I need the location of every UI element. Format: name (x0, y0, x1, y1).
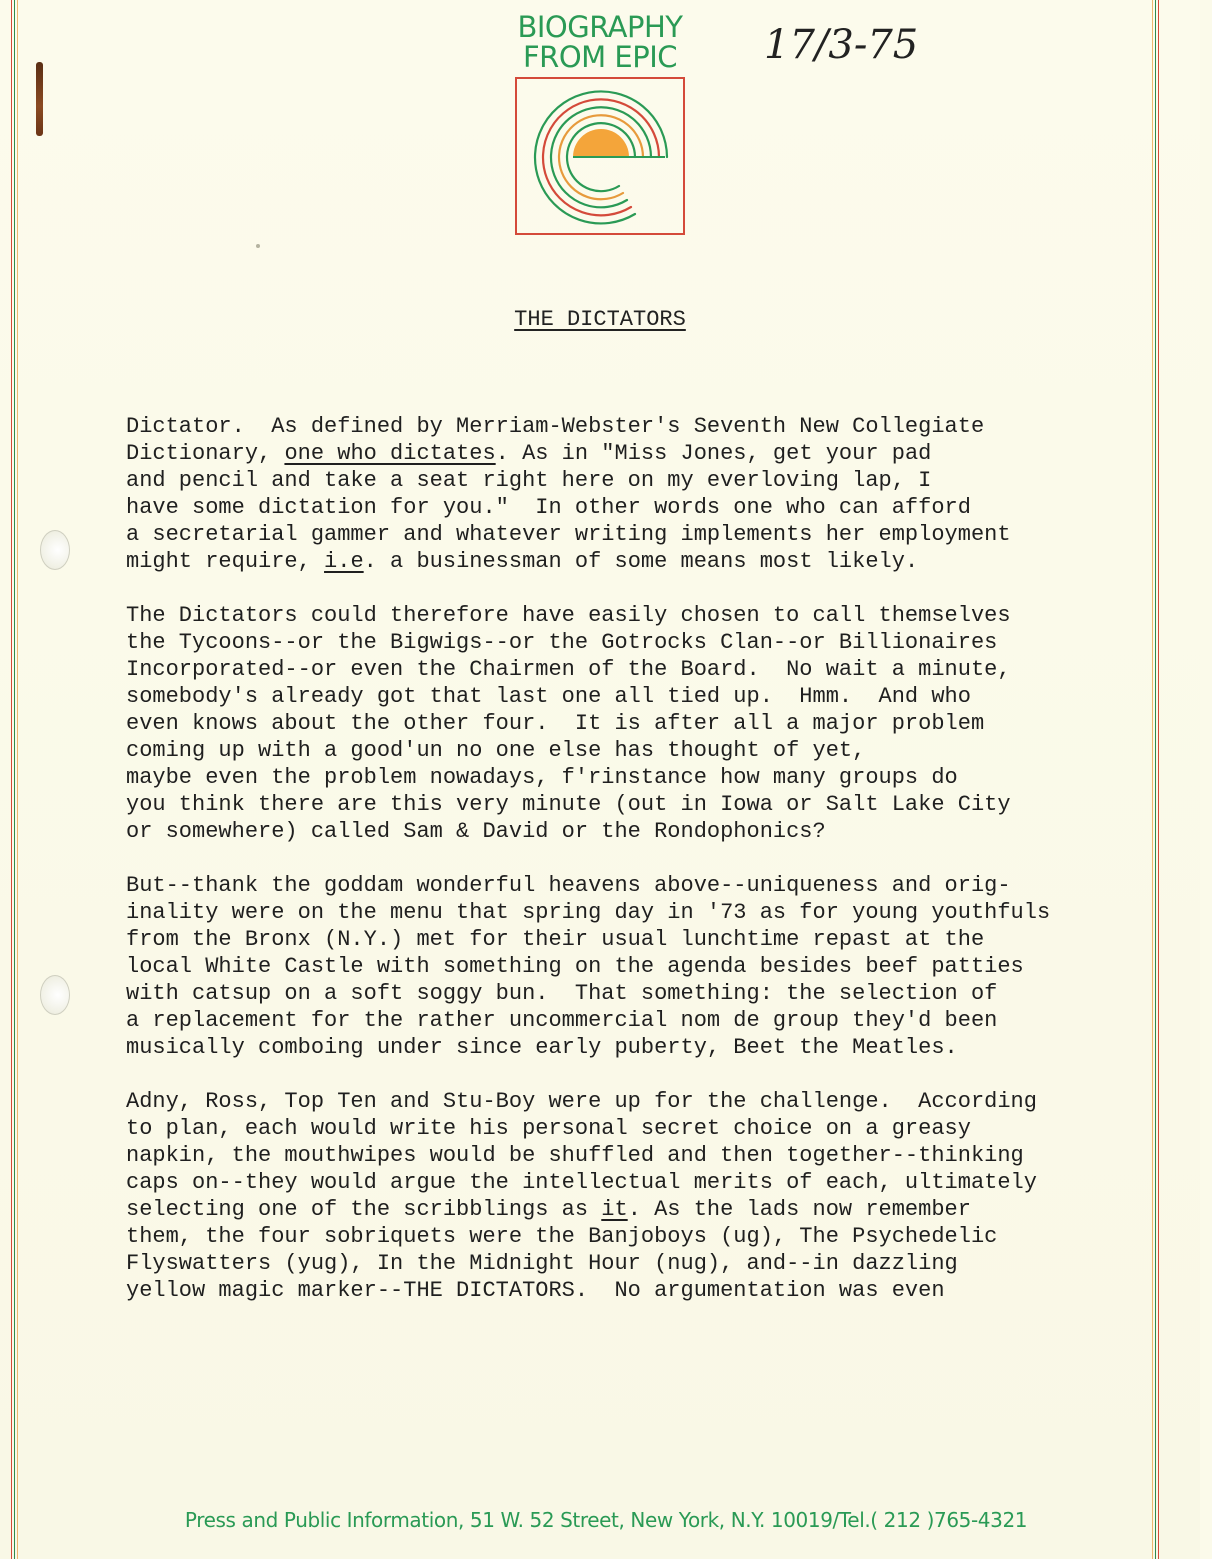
text-line (126, 467, 1136, 494)
body-paragraph (126, 1088, 1136, 1304)
text-line (126, 1007, 1136, 1034)
letterhead-title-line2: FROM EPIC (522, 40, 677, 74)
text-segment: with catsup on a soft soggy bun. That something: the selection of (126, 981, 998, 1006)
text-line (126, 1277, 1136, 1304)
text-segment: selecting one of the scribblings as (126, 1197, 602, 1222)
text-line (126, 440, 1136, 467)
text-segment: to plan, each would write his personal secret choice on a greasy (126, 1116, 971, 1141)
text-line (126, 1142, 1136, 1169)
body-paragraph (126, 413, 1136, 575)
text-line (126, 818, 1136, 845)
text-line (126, 1223, 1136, 1250)
text-segment: even knows about the other four. It is after all a major problem (126, 711, 985, 736)
text-line (126, 737, 1136, 764)
page-title-text: THE DICTATORS (514, 307, 686, 332)
text-segment: musically comboing under since early puberty, Beet the Meatles. (126, 1035, 958, 1060)
press-info-footer: Press and Public Information, 51 W. 52 Street, New York, N.Y. 10019/Tel.( 212 )765-4321 (184, 1508, 1028, 1532)
body-paragraph (126, 872, 1136, 1061)
text-line (126, 521, 1136, 548)
text-segment: The Dictators could therefore have easily chosen to call themselves (126, 603, 1011, 628)
text-line (126, 764, 1136, 791)
text-line (126, 1196, 1136, 1223)
text-segment: Adny, Ross, Top Ten and Stu-Boy were up for the challenge. According (126, 1089, 1037, 1114)
text-segment: caps on--they would argue the intellectual merits of each, ultimately (126, 1170, 1037, 1195)
staple-rust-mark (36, 62, 43, 136)
document-body (126, 413, 1136, 1331)
text-line (126, 899, 1136, 926)
text-segment: somebody's already got that last one all tied up. Hmm. And who (126, 684, 971, 709)
text-segment: . As in "Miss Jones, get your pad (495, 441, 932, 466)
text-segment: yellow magic marker--THE DICTATORS. No argumentation was even (126, 1278, 945, 1303)
text-segment: inality were on the menu that spring day in '73 as for young youthfuls (126, 900, 1051, 925)
text-line (126, 548, 1136, 575)
letterhead-title (480, 12, 720, 72)
letterhead-title-line1: BIOGRAPHY (517, 10, 683, 44)
right-red-margin-rule (1158, 0, 1159, 1559)
right-green-margin-rule (1155, 0, 1156, 1559)
text-segment: Dictionary, (126, 441, 285, 466)
text-line (126, 980, 1136, 1007)
text-segment: But--thank the goddam wonderful heavens above--uniqueness and orig- (126, 873, 1011, 898)
text-segment: local White Castle with something on the agenda besides beef patties (126, 954, 1024, 979)
text-segment: a replacement for the rather uncommercial nom de group they'd been (126, 1008, 998, 1033)
right-orange-margin-rule (1152, 0, 1153, 1559)
text-segment: a secretarial gammer and whatever writing implements her employment (126, 522, 1011, 547)
text-segment: maybe even the problem nowadays, f'rinstance how many groups do (126, 765, 958, 790)
text-line (126, 656, 1136, 683)
underlined-text: it (601, 1197, 628, 1222)
left-orange-margin-rule (17, 0, 18, 1559)
page-title (0, 307, 1200, 332)
text-segment: or somewhere) called Sam & David or the Rondophonics? (126, 819, 826, 844)
text-segment: the Tycoons--or the Bigwigs--or the Gotrocks Clan--or Billionaires (126, 630, 998, 655)
paper-speck (256, 244, 260, 248)
text-line (126, 872, 1136, 899)
text-line (126, 1088, 1136, 1115)
binder-hole-icon (40, 975, 70, 1015)
text-line (126, 1250, 1136, 1277)
handwritten-date-text: 17/3-75 (764, 22, 919, 68)
text-line (126, 413, 1136, 440)
text-line (126, 953, 1136, 980)
text-line (126, 494, 1136, 521)
text-segment: you think there are this very minute (out in Iowa or Salt Lake City (126, 792, 1011, 817)
underlined-text: one who dictates (284, 441, 496, 466)
text-segment: Flyswatters (yug), In the Midnight Hour (nug), and--in dazzling (126, 1251, 958, 1276)
text-segment: might require, (126, 549, 325, 574)
binder-hole-icon (40, 530, 70, 570)
text-line (126, 629, 1136, 656)
text-line (126, 926, 1136, 953)
text-segment: . As the lads now remember (627, 1197, 971, 1222)
text-line (126, 1115, 1136, 1142)
text-line (126, 710, 1136, 737)
underlined-text: i.e (324, 549, 364, 574)
text-line (126, 1169, 1136, 1196)
text-line (126, 602, 1136, 629)
text-segment: them, the four sobriquets were the Banjoboys (ug), The Psychedelic (126, 1224, 998, 1249)
epic-logo-icon (515, 77, 685, 235)
text-segment: have some dictation for you." In other words one who can afford (126, 495, 971, 520)
body-paragraph (126, 602, 1136, 845)
text-segment: coming up with a good'un no one else has thought of yet, (126, 738, 866, 763)
text-line (126, 683, 1136, 710)
text-segment: . a businessman of some means most likely. (363, 549, 919, 574)
text-line (126, 791, 1136, 818)
text-segment: napkin, the mouthwipes would be shuffled and then together--thinking (126, 1143, 1024, 1168)
left-red-margin-rule (11, 0, 12, 1559)
text-segment: and pencil and take a seat right here on my everloving lap, I (126, 468, 932, 493)
text-segment: Dictator. As defined by Merriam-Webster's Seventh New Collegiate (126, 414, 985, 439)
handwritten-date (760, 12, 919, 72)
logo-sun-half (573, 129, 629, 157)
text-line (126, 1034, 1136, 1061)
text-segment: Incorporated--or even the Chairmen of the Board. No wait a minute, (126, 657, 1011, 682)
text-segment: from the Bronx (N.Y.) met for their usual lunchtime repast at the (126, 927, 985, 952)
left-green-margin-rule (14, 0, 15, 1559)
